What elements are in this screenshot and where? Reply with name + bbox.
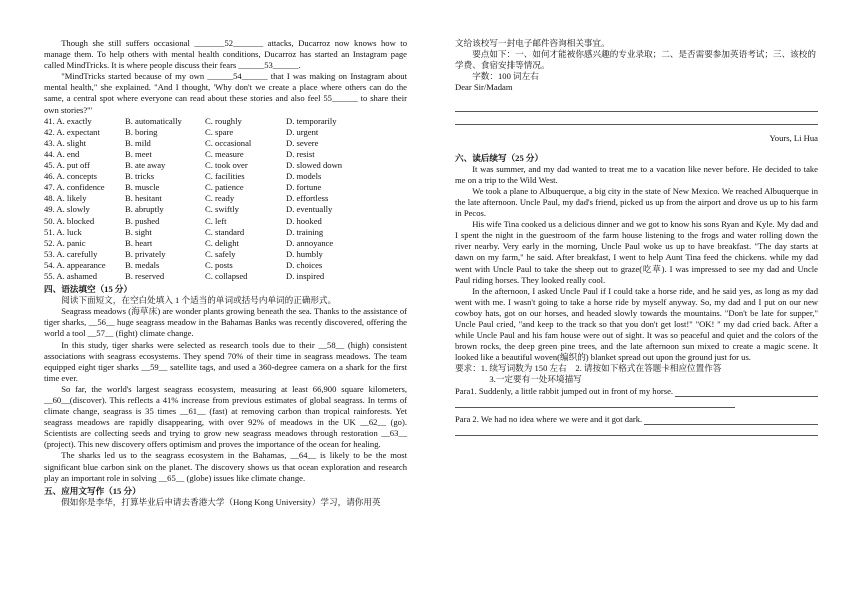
option-choice[interactable]: B. hesitant — [125, 193, 162, 204]
option-row — [44, 249, 407, 260]
option-choice[interactable]: D. annoyance — [286, 237, 334, 248]
section-6-title: 六、读后续写（25 分） — [455, 152, 544, 163]
option-choice[interactable]: C. measure — [205, 148, 244, 159]
left-column — [44, 38, 407, 508]
option-row — [44, 149, 407, 160]
option-choice[interactable]: B. sight — [125, 226, 152, 237]
option-choice[interactable]: D. slowed down — [286, 160, 343, 171]
story-paragraph-2: We took a plane to Albuquerque, a big city in the state of New Mexico. We reached Albuquerque in the late afternoon. Uncle Paul, my dad's friend, picked us up from the airport and drove us up to his farm in Pecos. — [455, 185, 818, 219]
grammar-paragraph-3: So far, the world's largest seagrass ecosystem, measuring at least 66,900 square kilometers, __60__(discover). This reflects a 41% increase from previous estimates of global seagrass. In terms of climate change, seagrass is 35 times __61__ (fast) at removing carbon than tropical rainforests. Yet seagrass meadows are rapidly disappearing, with over 92% of meadows in the UK __62__ (go). Scientists are collecting seeds and trying to grow new seagrass meadows through restoration __63__ (project). This new discovery offers optimism and proves the importance of the ocean for healing. — [44, 383, 407, 450]
option-choice[interactable]: C. left — [205, 215, 227, 226]
option-choice[interactable]: C. facilities — [205, 171, 245, 182]
option-choice[interactable]: 54. A. appearance — [44, 259, 106, 270]
option-choice[interactable]: 48. A. likely — [44, 193, 87, 204]
option-row — [44, 227, 407, 238]
option-choice[interactable]: B. ate away — [125, 160, 166, 171]
option-choice[interactable]: D. inspired — [286, 270, 325, 281]
section-4-title: 四、语法填空（15 分） — [44, 284, 133, 295]
story-paragraph-3: His wife Tina cooked us a delicious dinner and we got to know his sons Ryan and Kyle. My dad and I spent the night in the guestroom of the farm house listening to the frogs and water rolling down the river nearby. Very early in the morning, Uncle Paul woke us up to have breakfast. "The day starts at dawn on my farm," he said. After breakfast, I went to help Aunt Tina feed the chickens. while my dad went with Uncle Paul to take the sheep out to graze(吃草). I was impressed to see my dad and Uncle Paul riding horses. They looked really cool. — [455, 219, 818, 285]
para-1-prompt: Para1. Suddenly, a little rabbit jumped out in front of my horse. — [455, 385, 674, 396]
option-choice[interactable]: C. delight — [205, 237, 239, 248]
option-choice[interactable]: 47. A. confidence — [44, 182, 105, 193]
section-5-prompt-continued: 文给该校写一封电子邮件咨询相关事宜。 — [455, 38, 610, 48]
grammar-paragraph-1: Seagrass meadows (海草床) are wonder plants growing beneath the sea. Thanks to the assistance of tiger sharks, __56__ huge seagrass meadow in the Bahamas Banks was recently discovered, offering the world a tool __57__ (fight) climate change. — [44, 306, 407, 339]
option-choice[interactable]: D. fortune — [286, 182, 322, 193]
option-choice[interactable]: B. tricks — [125, 171, 155, 182]
grammar-paragraph-2: In this study, tiger sharks were selected as research tools due to their __58__ (high) consistent associations with seagrass ecosystems. They spend 70% of their time in seagrass meadows. The team equipped eight tiger sharks __59__ satellite tags, and used a 360-degree camera on a shark for the first time ever. — [44, 339, 407, 383]
cloze-paragraph-1: Though she still suffers occasional _______52_______ attacks, Ducarroz now knows how to manage them. To help others with mental health conditions, Ducarroz has started an Instagram page called MindTricks. It is where people discuss their fears ______53______. — [44, 38, 407, 71]
option-choice[interactable]: B. abruptly — [125, 204, 164, 215]
requirement-3: 3.一定要有一处环境描写 — [489, 374, 582, 385]
section-5-title: 五、应用文写作（15 分） — [44, 485, 141, 496]
option-choice[interactable]: D. temporarily — [286, 115, 337, 126]
option-choice[interactable]: 45. A. put off — [44, 160, 90, 171]
para-1-line[interactable] — [455, 386, 818, 397]
para-2-prompt: Para 2. We had no idea where we were and it got dark. — [455, 413, 643, 424]
option-choice[interactable]: C. safely — [205, 248, 236, 259]
option-choice[interactable]: 50. A. blocked — [44, 215, 95, 226]
section-5-word-count: 字数：100 词左右 — [472, 71, 539, 82]
option-choice[interactable]: C. swiftly — [205, 204, 239, 215]
section-5-prompt: 假如你是李华，打算毕业后申请去香港大学（Hong Kong University）学习，请你用英 — [61, 496, 381, 507]
options-list — [44, 116, 407, 282]
option-row — [44, 193, 407, 204]
section-5-points: 要点如下：一、如何才能被你感兴趣的专业录取；二、是否需要参加英语考试；三、该校的学费、食宿安排等情况。 — [455, 49, 816, 71]
option-choice[interactable]: C. standard — [205, 226, 245, 237]
letter-answer-area[interactable] — [455, 99, 818, 125]
option-choice[interactable]: 44. A. end — [44, 148, 80, 159]
option-choice[interactable]: C. ready — [205, 193, 235, 204]
option-choice[interactable]: B. medals — [125, 259, 160, 270]
story-paragraph-1: It was summer, and my dad wanted to treat me to a vacation like never before. He decided to take me on a trip to the Wild West. — [455, 163, 818, 185]
answer-line[interactable] — [455, 425, 818, 436]
option-choice[interactable]: 41. A. exactly — [44, 115, 92, 126]
requirements: 要求：1. 续写词数为 150 左右 2. 请按如下格式在答题卡相应位置作答 — [455, 363, 722, 374]
section-4-instruction: 阅读下面短文，在空白处填入 1 个适当的单词或括号内单词的正确形式。 — [61, 295, 337, 306]
letter-salutation: Dear Sir/Madam — [455, 82, 513, 93]
option-row — [44, 216, 407, 227]
option-choice[interactable]: B. automatically — [125, 115, 182, 126]
letter-signature: Yours, Li Hua — [769, 133, 818, 144]
option-choice[interactable]: B. meet — [125, 148, 152, 159]
option-choice[interactable]: C. occasional — [205, 137, 252, 148]
option-choice[interactable]: 43. A. slight — [44, 137, 87, 148]
story-paragraph-4: In the afternoon, I asked Uncle Paul if I could take a horse ride, and he said yes, as long as my dad went with me. I wasn't going to take a horse ride by myself anyway. So, my dad and I put on our new cowboy hats, got on our horses, and headed slowly towards the mountains. "Don't be late for supper," Uncle Paul cried, "and keep to the track so that you don't get lost!" "OK! " my dad cried back. After a while Uncle Paul and his fam house were out of sight. It was so peaceful and quiet and the colors of the brown rocks, the deep green pine trees, and the late afternoon sun mixed to create a magic scene. It looked like a beautiful woven(编织的) blanket spread out upon the ground just for us. — [455, 285, 818, 363]
option-choice[interactable]: 55. A. ashamed — [44, 270, 97, 281]
option-choice[interactable]: 53. A. carefully — [44, 248, 98, 259]
option-choice[interactable]: B. muscle — [125, 182, 160, 193]
option-choice[interactable]: B. pushed — [125, 215, 160, 226]
option-choice[interactable]: B. boring — [125, 126, 158, 137]
answer-line[interactable] — [644, 414, 818, 425]
para-2-line[interactable] — [455, 414, 818, 425]
option-choice[interactable]: B. mild — [125, 137, 151, 148]
cloze-paragraph-2: "MindTricks started because of my own ______54______ that I was making on Instagram about mental health," she explained. "And I thought, 'Why don't we create a place where others can do the same, a central spot where everyone can read about these stories and also feel 55______ to share their own stories?'" — [44, 71, 407, 115]
answer-line[interactable] — [455, 112, 818, 125]
option-choice[interactable]: C. took over — [205, 160, 248, 171]
option-choice[interactable]: 52. A. panic — [44, 237, 86, 248]
option-choice[interactable]: B. heart — [125, 237, 153, 248]
option-row — [44, 138, 407, 149]
option-choice[interactable]: C. patience — [205, 182, 244, 193]
option-row — [44, 182, 407, 193]
option-choice[interactable]: B. privately — [125, 248, 166, 259]
option-choice[interactable]: D. humbly — [286, 248, 323, 259]
option-row — [44, 204, 407, 215]
option-choice[interactable]: D. resist — [286, 148, 315, 159]
option-choice[interactable]: 51. A. luck — [44, 226, 82, 237]
option-row — [44, 127, 407, 138]
option-choice[interactable]: D. urgent — [286, 126, 319, 137]
answer-line[interactable] — [675, 386, 818, 397]
option-choice[interactable]: D. hooked — [286, 215, 322, 226]
option-row — [44, 116, 407, 127]
option-choice[interactable]: B. reserved — [125, 270, 165, 281]
option-row — [44, 238, 407, 249]
option-choice[interactable]: D. training — [286, 226, 324, 237]
answer-line[interactable] — [455, 99, 818, 112]
option-choice[interactable]: D. choices — [286, 259, 323, 270]
option-choice[interactable]: C. roughly — [205, 115, 242, 126]
option-row — [44, 271, 407, 282]
right-column — [455, 38, 818, 436]
option-choice[interactable]: D. severe — [286, 137, 319, 148]
option-choice[interactable]: D. effortless — [286, 193, 329, 204]
answer-line[interactable] — [455, 397, 735, 408]
option-row — [44, 160, 407, 171]
option-row — [44, 171, 407, 182]
option-choice[interactable]: C. collapsed — [205, 270, 248, 281]
option-choice[interactable]: 42. A. expectant — [44, 126, 100, 137]
option-choice[interactable]: D. models — [286, 171, 322, 182]
grammar-paragraph-4: The sharks led us to the seagrass ecosystem in the Bahamas, __64__ is likely to be the most significant blue carbon sink on the planet. The discovery shows us that ocean exploration and research play an important role in solving __65__ (globe) issues like climate change. — [44, 450, 407, 483]
option-choice[interactable]: 49. A. slowly — [44, 204, 90, 215]
option-row — [44, 260, 407, 271]
option-choice[interactable]: 46. A. concepts — [44, 171, 97, 182]
option-choice[interactable]: C. posts — [205, 259, 233, 270]
option-choice[interactable]: D. eventually — [286, 204, 333, 215]
option-choice[interactable]: C. spare — [205, 126, 234, 137]
